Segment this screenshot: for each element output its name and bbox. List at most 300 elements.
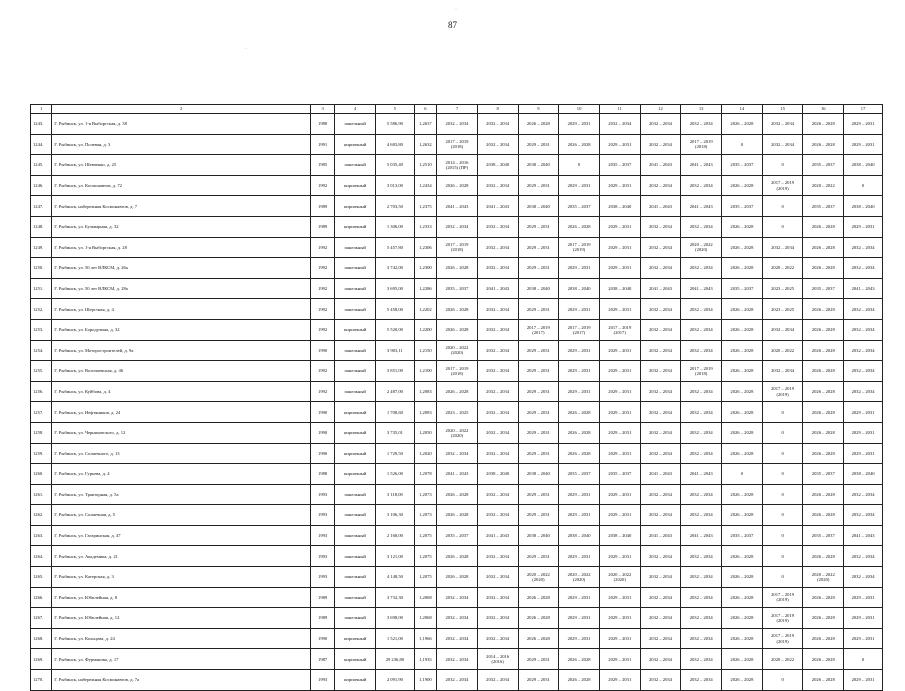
table-cell: 2032 – 2034 — [477, 258, 518, 279]
table-cell: 1985 — [310, 155, 334, 176]
table-cell: 2032 – 2034 — [681, 299, 722, 320]
table-cell: 2032 – 2034 — [437, 114, 478, 135]
table-cell: 2032 – 2034 — [640, 134, 681, 155]
table-cell: 1,2632 — [414, 134, 436, 155]
table-cell: 2026 – 2028 — [722, 422, 763, 443]
table-cell: 3 013,00 — [376, 175, 415, 196]
table-cell: 2029 – 2031 — [559, 361, 600, 382]
table-cell: 2 703,50 — [376, 196, 415, 217]
table-cell: 2041 – 2043 — [477, 525, 518, 546]
table-cell: 2026 – 2028 — [803, 361, 844, 382]
table-cell: 1989 — [310, 196, 334, 217]
table-cell: 2020 – 2022 (2020) — [803, 567, 844, 588]
table-cell: 2032 – 2034 — [599, 114, 640, 135]
table-row — [31, 587, 883, 608]
table-cell: 1,1935 — [414, 649, 436, 670]
table-cell: 2029 – 2031 — [518, 484, 559, 505]
table-cell: 1,2510 — [414, 155, 436, 176]
table-cell: 2026 – 2028 — [722, 299, 763, 320]
table-cell: 1264. — [31, 546, 52, 567]
table-cell: панельный — [335, 505, 376, 526]
table-cell: 2026 – 2028 — [722, 608, 763, 629]
table-cell: 2029 – 2031 — [844, 608, 883, 629]
column-number: 8 — [477, 105, 518, 114]
table-cell: 0 — [762, 525, 803, 546]
table-cell: 2026 – 2028 — [803, 546, 844, 567]
table-cell: 2032 – 2034 — [477, 546, 518, 567]
table-cell: 1267. — [31, 608, 52, 629]
table-cell: 3 106,30 — [376, 505, 415, 526]
table-cell: 1,2075 — [414, 546, 436, 567]
table-cell: 1,2075 — [414, 525, 436, 546]
table-cell: 1,2020 — [414, 443, 436, 464]
table-cell: 2026 – 2028 — [803, 319, 844, 340]
table-cell: 1255. — [31, 361, 52, 382]
table-cell: 2017 – 2019 (2019) — [762, 175, 803, 196]
table-cell: 1990 — [310, 628, 334, 649]
table-cell: 2035 – 2037 — [437, 278, 478, 299]
table-cell: панельный — [335, 237, 376, 258]
table-cell: 2026 – 2028 — [559, 134, 600, 155]
table-cell: 2026 – 2028 — [803, 505, 844, 526]
table-cell: 2026 – 2028 — [437, 567, 478, 588]
table-cell: кирпичный — [335, 422, 376, 443]
table-cell: 2032 – 2034 — [640, 216, 681, 237]
table-cell: 2026 – 2028 — [722, 114, 763, 135]
table-cell: 2032 – 2034 — [681, 546, 722, 567]
table-cell: Г. Рыбинск, ул. Куйбова, д. 4 — [52, 381, 311, 402]
table-cell: 5 586,90 — [376, 114, 415, 135]
table-cell: 1992 — [310, 319, 334, 340]
table-cell: 2026 – 2028 — [803, 237, 844, 258]
table-cell: 2032 – 2034 — [844, 484, 883, 505]
table-row — [31, 464, 883, 485]
table-cell: кирпичный — [335, 216, 376, 237]
table-cell: 2041 – 2043 — [640, 464, 681, 485]
table-cell: 1,2073 — [414, 505, 436, 526]
table-cell: 1990 — [310, 422, 334, 443]
table-cell: Г. Рыбинск, ул. Фурманова, д. 17 — [52, 649, 311, 670]
table-cell: 0 — [762, 505, 803, 526]
table-cell: Г. Рыбинск, набережная Космонавтов, д. 7 — [52, 196, 311, 217]
table-cell: панельный — [335, 587, 376, 608]
table-cell: 2041 – 2043 — [844, 525, 883, 546]
table-cell: 2017 – 2019 (2019) — [559, 237, 600, 258]
table-cell: 2029 – 2031 — [518, 216, 559, 237]
table-cell: 2029 – 2031 — [599, 484, 640, 505]
table-cell: 1992 — [310, 258, 334, 279]
table-cell: 2029 – 2031 — [559, 484, 600, 505]
table-cell: 1245. — [31, 155, 52, 176]
column-number: 5 — [376, 105, 415, 114]
table-cell: 1,2068 — [414, 608, 436, 629]
table-cell: 5 520,00 — [376, 319, 415, 340]
table-cell: 3 735,01 — [376, 422, 415, 443]
table-row — [31, 567, 883, 588]
table-cell: 1,1900 — [414, 670, 436, 691]
table-cell: Г. Рыбинск, ул. Полевая, д. 3 — [52, 134, 311, 155]
table-cell: 2032 – 2034 — [681, 381, 722, 402]
table-cell: 2032 – 2034 — [681, 505, 722, 526]
table-cell: Г. Рыбинск, ул. 50 лет ВЛКСМ, д. 26а — [52, 258, 311, 279]
table-cell: 2026 – 2028 — [803, 299, 844, 320]
table-cell: 2032 – 2034 — [477, 670, 518, 691]
table-cell: 2041 – 2043 — [681, 196, 722, 217]
table-cell: 1243. — [31, 114, 52, 135]
table-cell: 2032 – 2034 — [477, 505, 518, 526]
table-cell: Г. Рыбинск, ул. 50 лет ВЛКСМ, д. 28а — [52, 278, 311, 299]
table-cell: 2026 – 2028 — [559, 216, 600, 237]
table-cell: 0 — [844, 649, 883, 670]
table-cell: 2032 – 2034 — [681, 670, 722, 691]
table-cell: 1993 — [310, 525, 334, 546]
table-cell: 2026 – 2028 — [437, 175, 478, 196]
table-cell: 2026 – 2028 — [437, 258, 478, 279]
table-cell: 1,2078 — [414, 464, 436, 485]
table-cell: 2029 – 2031 — [599, 628, 640, 649]
table-cell: кирпичный — [335, 319, 376, 340]
table-cell: 2041 – 2043 — [681, 525, 722, 546]
table-cell: 2026 – 2028 — [722, 381, 763, 402]
table-cell: 2029 – 2031 — [599, 422, 640, 443]
table-cell: кирпичный — [335, 670, 376, 691]
table-cell: 2038 – 2040 — [559, 278, 600, 299]
table-cell: 2038 – 2040 — [559, 525, 600, 546]
table-cell: 2032 – 2034 — [477, 443, 518, 464]
table-cell: 2026 – 2028 — [722, 484, 763, 505]
scan-mark: · — [245, 46, 247, 52]
table-cell: панельный — [335, 340, 376, 361]
table-cell: 2020 – 2022 — [762, 258, 803, 279]
table-cell: 2038 – 2040 — [518, 464, 559, 485]
table-cell: 5 458,00 — [376, 299, 415, 320]
table-cell: 2035 – 2037 — [599, 464, 640, 485]
table-cell: панельный — [335, 361, 376, 382]
table-cell: 2020 – 2022 — [803, 175, 844, 196]
table-cell: 2026 – 2028 — [803, 484, 844, 505]
table-cell: 2032 – 2034 — [762, 114, 803, 135]
column-number: 12 — [640, 105, 681, 114]
table-cell: 2026 – 2028 — [518, 114, 559, 135]
table-cell: 1,2300 — [414, 258, 436, 279]
table-cell: 2035 – 2037 — [803, 155, 844, 176]
table-cell: панельный — [335, 278, 376, 299]
table-cell: Г. Рыбинск, ул. Бородулина, д. 32 — [52, 319, 311, 340]
table-cell: 1254. — [31, 340, 52, 361]
table-cell: Г. Рыбинск, ул. 1-я Выборгская, д. 28 — [52, 237, 311, 258]
column-number: 10 — [559, 105, 600, 114]
table-cell: 2029 – 2031 — [599, 381, 640, 402]
table-cell: 1993 — [310, 546, 334, 567]
table-cell: 2038 – 2040 — [518, 525, 559, 546]
table-cell: 2032 – 2034 — [844, 319, 883, 340]
table-cell: 0 — [762, 422, 803, 443]
table-row — [31, 319, 883, 340]
table-cell: 1,2202 — [414, 299, 436, 320]
table-cell: 3 121,00 — [376, 546, 415, 567]
column-number: 9 — [518, 105, 559, 114]
table-cell: 2038 – 2040 — [599, 278, 640, 299]
table-cell: 1989 — [310, 608, 334, 629]
table-cell: 2032 – 2034 — [844, 546, 883, 567]
table-cell: 2029 – 2031 — [599, 587, 640, 608]
table-cell: панельный — [335, 484, 376, 505]
table-cell: Г. Рыбинск, ул. Солнечная, д. 5 — [52, 505, 311, 526]
table-cell: 2020 – 2022 — [762, 649, 803, 670]
table-cell: 2023 – 2025 — [437, 402, 478, 423]
table-cell: 2029 – 2031 — [599, 443, 640, 464]
table-row — [31, 196, 883, 217]
table-cell: 2026 – 2028 — [518, 587, 559, 608]
table-cell: 2026 – 2028 — [722, 670, 763, 691]
table-cell: 2026 – 2028 — [803, 381, 844, 402]
table-cell: 2032 – 2034 — [640, 319, 681, 340]
table-cell: кирпичный — [335, 402, 376, 423]
table-cell: кирпичный — [335, 175, 376, 196]
table-cell: 2029 – 2031 — [518, 340, 559, 361]
table-cell: 2029 – 2031 — [518, 505, 559, 526]
table-row — [31, 402, 883, 423]
table-cell: 2032 – 2034 — [681, 258, 722, 279]
table-cell: 1258. — [31, 422, 52, 443]
table-cell: 2032 – 2034 — [477, 299, 518, 320]
table-cell: 2029 – 2031 — [844, 587, 883, 608]
table-cell: 2032 – 2034 — [844, 237, 883, 258]
table-cell: 0 — [722, 134, 763, 155]
table-cell: панельный — [335, 608, 376, 629]
table-cell: 2035 – 2037 — [599, 155, 640, 176]
table-cell: 2035 – 2037 — [559, 196, 600, 217]
table-cell: кирпичный — [335, 649, 376, 670]
table-cell: 2017 – 2019 (2018) — [681, 134, 722, 155]
table-cell: 1 729,50 — [376, 443, 415, 464]
table-cell: 2026 – 2028 — [722, 443, 763, 464]
table-cell: 2032 – 2034 — [437, 587, 478, 608]
table-cell: 2026 – 2028 — [722, 216, 763, 237]
table-row — [31, 484, 883, 505]
table-row — [31, 258, 883, 279]
table-cell: 1992 — [310, 299, 334, 320]
table-cell: 1992 — [310, 175, 334, 196]
table-cell: Г. Рыбинск, ул. Катерская, д. 3 — [52, 567, 311, 588]
table-cell: 2032 – 2034 — [477, 216, 518, 237]
table-cell: 2029 – 2031 — [599, 175, 640, 196]
table-row — [31, 525, 883, 546]
table-cell: 2032 – 2034 — [681, 216, 722, 237]
table-cell: 1,2333 — [414, 216, 436, 237]
table-cell: 1992 — [310, 278, 334, 299]
table-cell: 2026 – 2028 — [437, 505, 478, 526]
table-row — [31, 134, 883, 155]
table-cell: 1,2200 — [414, 319, 436, 340]
table-cell: 1248. — [31, 216, 52, 237]
table-cell: 2032 – 2034 — [477, 402, 518, 423]
table-cell: 2029 – 2031 — [518, 381, 559, 402]
table-cell: 2023 – 2025 — [762, 278, 803, 299]
table-cell: 2029 – 2031 — [844, 402, 883, 423]
table-cell: 2032 – 2034 — [477, 567, 518, 588]
table-cell: 2032 – 2034 — [477, 422, 518, 443]
table-cell: 2029 – 2031 — [518, 134, 559, 155]
table-row — [31, 443, 883, 464]
table-cell: 2026 – 2028 — [722, 340, 763, 361]
table-cell: 2032 – 2034 — [681, 340, 722, 361]
table-cell: 2 091,90 — [376, 670, 415, 691]
table-cell: 2026 – 2028 — [803, 402, 844, 423]
table-cell: 2032 – 2034 — [844, 567, 883, 588]
table-cell: 1251. — [31, 278, 52, 299]
table-cell: 2041 – 2043 — [681, 464, 722, 485]
table-cell: 1 306,00 — [376, 216, 415, 237]
table-cell: 2029 – 2031 — [599, 649, 640, 670]
table-cell: 2026 – 2028 — [803, 258, 844, 279]
table-cell: 2032 – 2034 — [844, 505, 883, 526]
table-cell: 1,2083 — [414, 402, 436, 423]
table-cell: 0 — [762, 443, 803, 464]
table-cell: 1247. — [31, 196, 52, 217]
table-cell: 2041 – 2043 — [437, 464, 478, 485]
table-cell: 2038 – 2040 — [599, 525, 640, 546]
table-cell: 2032 – 2034 — [681, 114, 722, 135]
table-cell: Г. Рыбинск, ул. Шерстная, д. 4 — [52, 299, 311, 320]
table-cell: 29 236,80 — [376, 649, 415, 670]
table-cell: 0 — [762, 567, 803, 588]
table-cell: 2032 – 2034 — [681, 175, 722, 196]
table-cell: 1,2073 — [414, 484, 436, 505]
table-cell: 2038 – 2040 — [518, 196, 559, 217]
table-cell: 2038 – 2040 — [518, 278, 559, 299]
table-cell: панельный — [335, 546, 376, 567]
table-cell: 2029 – 2031 — [559, 340, 600, 361]
table-row — [31, 216, 883, 237]
table-cell: панельный — [335, 299, 376, 320]
table-cell: 2032 – 2034 — [681, 649, 722, 670]
table-cell: 2026 – 2028 — [722, 319, 763, 340]
table-cell: 1261. — [31, 484, 52, 505]
table-cell: 1993 — [310, 670, 334, 691]
page-number: 87 — [448, 20, 457, 30]
table-cell: 2032 – 2034 — [762, 134, 803, 155]
table-cell: 2026 – 2028 — [722, 587, 763, 608]
table-cell: 2029 – 2031 — [518, 443, 559, 464]
table-cell: 2029 – 2031 — [518, 299, 559, 320]
table-cell: 2035 – 2037 — [437, 525, 478, 546]
table-cell: 1,2434 — [414, 175, 436, 196]
table-cell: 2029 – 2031 — [844, 216, 883, 237]
table-cell: 2017 – 2019 (2019) — [762, 628, 803, 649]
table-cell: 2026 – 2028 — [722, 649, 763, 670]
table-cell: 2041 – 2043 — [681, 155, 722, 176]
table-cell: 3 983,11 — [376, 340, 415, 361]
table-cell: 2032 – 2034 — [640, 587, 681, 608]
table-cell: 2035 – 2037 — [803, 464, 844, 485]
table-cell: 2041 – 2043 — [437, 196, 478, 217]
table-cell: 2014 – 2016 (2016) — [477, 649, 518, 670]
column-number: 17 — [844, 105, 883, 114]
table-cell: 2032 – 2034 — [477, 628, 518, 649]
table-cell: Г. Рыбинск, ул. Шевченко, д. 25 — [52, 155, 311, 176]
table-cell: 1989 — [310, 587, 334, 608]
table-cell: 2029 – 2031 — [518, 402, 559, 423]
table-cell: 2032 – 2034 — [681, 402, 722, 423]
table-cell: 2032 – 2034 — [681, 319, 722, 340]
table-cell: панельный — [335, 155, 376, 176]
column-number-row — [31, 105, 883, 114]
table-cell: 2032 – 2034 — [681, 628, 722, 649]
table-cell: 2032 – 2034 — [844, 258, 883, 279]
table-cell: 1263. — [31, 525, 52, 546]
table-cell: 1262. — [31, 505, 52, 526]
table-cell: 2026 – 2028 — [803, 670, 844, 691]
table-cell: 1259. — [31, 443, 52, 464]
table-cell: 2029 – 2031 — [599, 299, 640, 320]
table-body — [31, 114, 883, 691]
table-cell: 2038 – 2040 — [844, 196, 883, 217]
table-cell: 2041 – 2043 — [477, 278, 518, 299]
table-cell: Г. Рыбинск, ул. Гагаринская, д. 47 — [52, 525, 311, 546]
table-cell: 2038 – 2040 — [477, 155, 518, 176]
table-cell: 2017 – 2019 (2017) — [518, 319, 559, 340]
table-cell: 1990 — [310, 443, 334, 464]
table-cell: 2032 – 2034 — [640, 175, 681, 196]
table-cell: Г. Рыбинск, ул. Космонавтов, д. 72 — [52, 175, 311, 196]
table-cell: 1992 — [310, 361, 334, 382]
column-number: 1 — [31, 105, 52, 114]
program-schedule-table — [30, 104, 883, 691]
table-cell: 2032 – 2034 — [640, 402, 681, 423]
table-cell: 2035 – 2037 — [803, 196, 844, 217]
table-cell: 2032 – 2034 — [437, 649, 478, 670]
table-cell: 2032 – 2034 — [640, 114, 681, 135]
table-cell: 2032 – 2034 — [844, 381, 883, 402]
table-cell: 2041 – 2043 — [681, 278, 722, 299]
table-cell: кирпичный — [335, 628, 376, 649]
table-cell: 2026 – 2028 — [722, 361, 763, 382]
table-cell: 2032 – 2034 — [681, 587, 722, 608]
table-cell: 2026 – 2028 — [437, 299, 478, 320]
table-cell: 2029 – 2031 — [599, 505, 640, 526]
table-cell: 2032 – 2034 — [640, 361, 681, 382]
table-cell: 2032 – 2034 — [640, 567, 681, 588]
column-number: 14 — [722, 105, 763, 114]
table-cell: 2026 – 2028 — [518, 608, 559, 629]
table-cell: 2032 – 2034 — [762, 361, 803, 382]
table-cell: Г. Рыбинск, ул. Черняховского, д. 12 — [52, 422, 311, 443]
table-cell: 2029 – 2031 — [518, 422, 559, 443]
table-row — [31, 114, 883, 135]
table-cell: 2017 – 2019 (2019) — [762, 381, 803, 402]
table-cell: 0 — [762, 464, 803, 485]
table-cell: 2032 – 2034 — [762, 237, 803, 258]
table-cell: 1268. — [31, 628, 52, 649]
table-cell: Г. Рыбинск, ул. Моторостроителей, д. 9а — [52, 340, 311, 361]
column-number: 2 — [52, 105, 311, 114]
table-cell: 2038 – 2040 — [599, 196, 640, 217]
table-cell: 1988 — [310, 114, 334, 135]
table-cell: 2017 – 2019 (2019) — [762, 608, 803, 629]
table-cell: 2026 – 2028 — [722, 258, 763, 279]
table-cell: 1,2068 — [414, 587, 436, 608]
table-cell: 1256. — [31, 381, 52, 402]
table-cell: 2032 – 2034 — [477, 134, 518, 155]
table-row — [31, 278, 883, 299]
scan-mark: · — [455, 6, 457, 12]
table-cell: 2032 – 2034 — [640, 299, 681, 320]
table-cell: 2032 – 2034 — [437, 628, 478, 649]
table-cell: 2035 – 2037 — [722, 155, 763, 176]
table-cell: 2032 – 2034 — [477, 484, 518, 505]
table-cell: 2035 – 2037 — [722, 196, 763, 217]
